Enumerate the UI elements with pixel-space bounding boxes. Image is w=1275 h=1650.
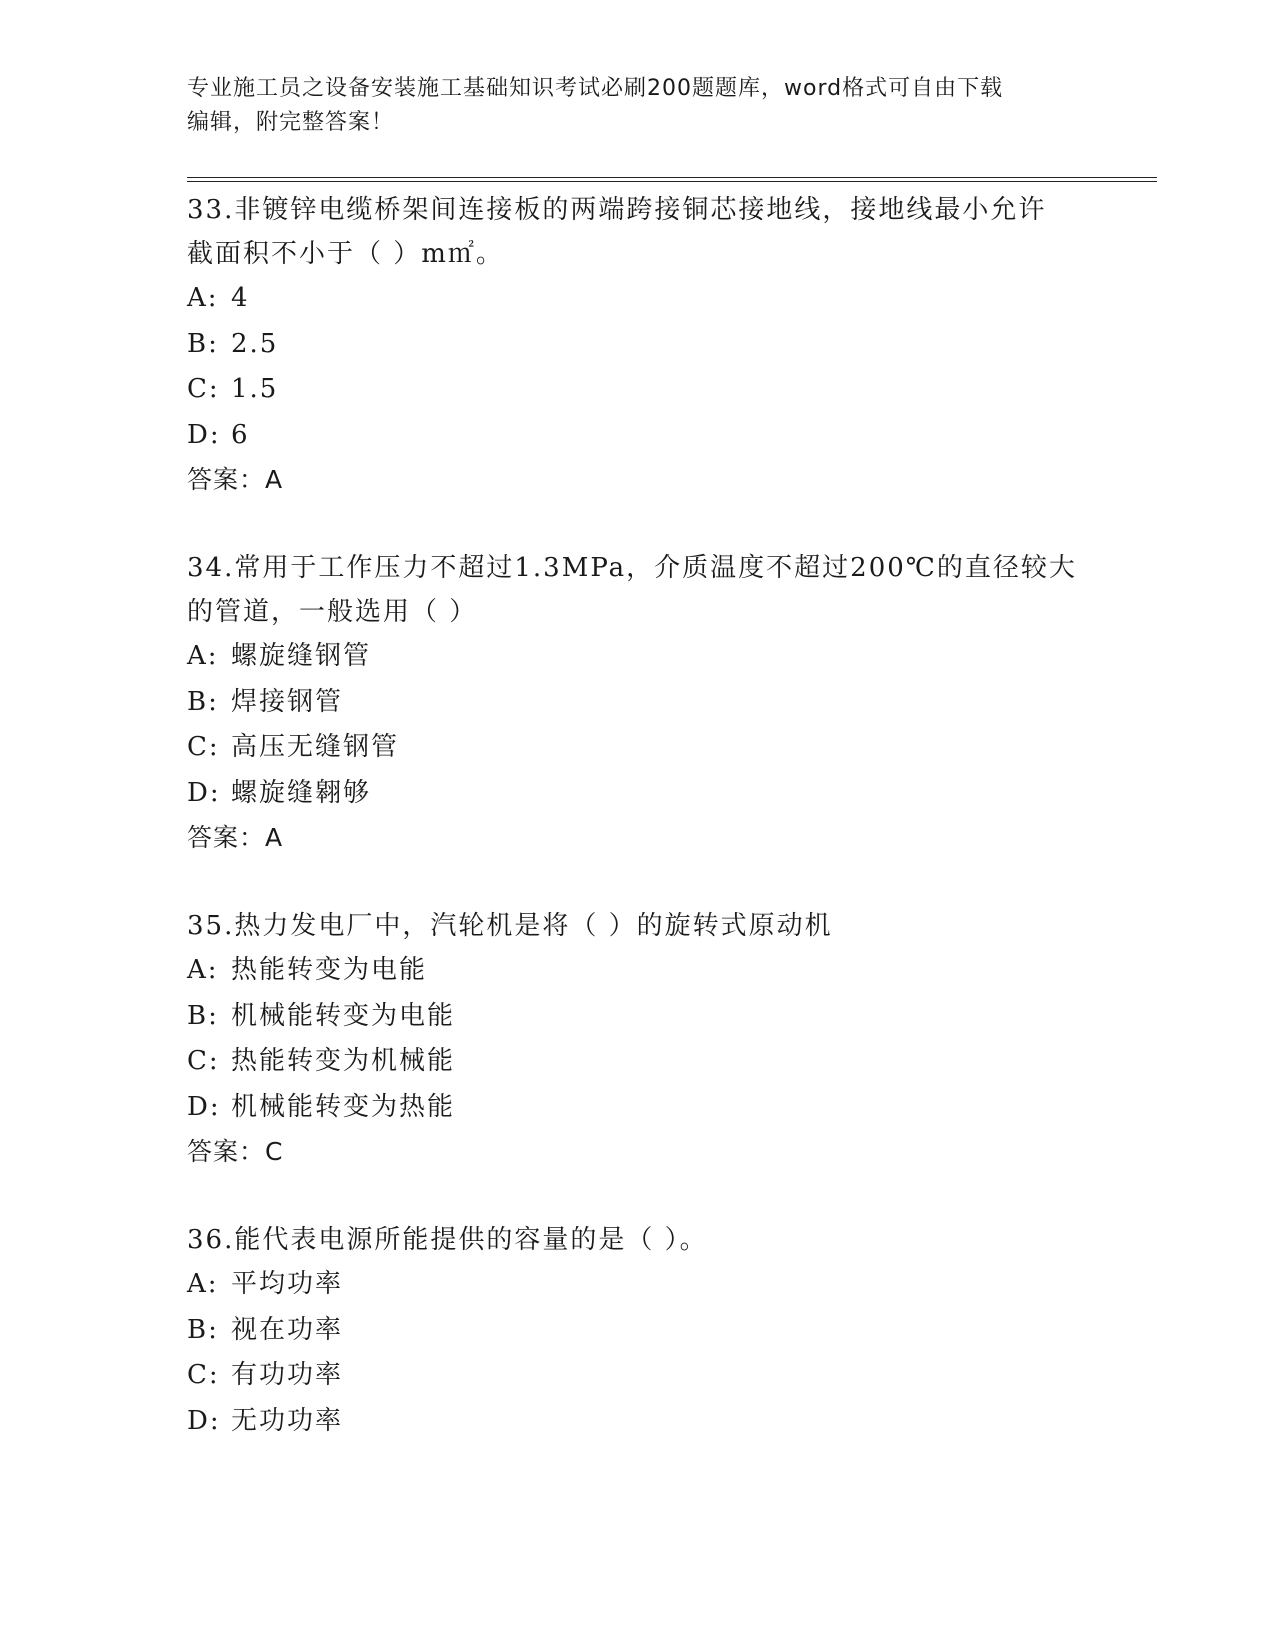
option-a — [187, 276, 1087, 322]
option-c — [187, 367, 1087, 413]
option-letter: D: — [187, 777, 221, 808]
question-spacer — [187, 502, 1087, 546]
question-stem: 33.非镀锌电缆桥架间连接板的两端跨接铜芯接地线，接地线最小允许 — [187, 195, 1047, 225]
option-letter: A: — [187, 1269, 219, 1299]
question-stem: 34.常用于工作压力不超过1.3MPa，介质温度不超过200℃的直径较大 — [187, 553, 1077, 583]
option-d — [187, 1085, 1087, 1131]
option-a — [187, 634, 1087, 680]
answer-label: 答案：A — [187, 465, 284, 494]
option-text: 4 — [231, 283, 250, 313]
option-d — [187, 1399, 1087, 1445]
question-33 — [187, 188, 1087, 502]
question-spacer — [187, 1174, 1087, 1218]
option-text: 无功功率 — [231, 1405, 344, 1436]
option-letter: D: — [187, 1405, 221, 1436]
option-text: 6 — [231, 419, 250, 450]
question-stem-continued: 截面积不小于（ ）m㎡。 — [187, 239, 504, 269]
question-stem: 36.能代表电源所能提供的容量的是（ ）。 — [187, 1225, 708, 1255]
option-text: 螺旋缝钢管 — [231, 641, 372, 671]
question-35 — [187, 904, 1087, 1174]
option-letter: C: — [187, 1360, 220, 1390]
option-letter: A: — [187, 283, 219, 313]
option-text: 热能转变为机械能 — [231, 1046, 456, 1076]
option-text: 有功功率 — [231, 1360, 344, 1390]
option-letter: D: — [187, 1091, 221, 1122]
option-letter: B: — [187, 1000, 219, 1031]
option-text: 焊接钢管 — [231, 686, 344, 717]
option-letter: B: — [187, 1314, 219, 1345]
answer-label: 答案：A — [187, 823, 284, 852]
header-double-rule — [187, 177, 1157, 182]
option-text: 平均功率 — [231, 1269, 344, 1299]
option-letter: C: — [187, 732, 220, 762]
option-text: 热能转变为电能 — [231, 955, 428, 985]
option-text: 螺旋缝翱够 — [231, 777, 372, 808]
option-text: 2.5 — [231, 328, 279, 359]
question-stem-continued: 的管道，一般选用（ ） — [187, 597, 478, 627]
option-text: 高压无缝钢管 — [231, 732, 400, 762]
option-a — [187, 1262, 1087, 1308]
option-text: 机械能转变为电能 — [231, 1000, 456, 1031]
option-letter: A: — [187, 641, 219, 671]
option-text: 1.5 — [231, 374, 279, 404]
header-title-line1: 专业施工员之设备安装施工基础知识考试必刷200题题库，word格式可自由下载 — [187, 76, 1004, 101]
question-stem: 35.热力发电厂中，汽轮机是将（ ）的旋转式原动机 — [187, 911, 833, 941]
answer-label: 答案：C — [187, 1137, 284, 1166]
option-letter: A: — [187, 955, 219, 985]
option-a — [187, 948, 1087, 994]
option-c — [187, 1353, 1087, 1399]
option-c — [187, 1039, 1087, 1085]
option-text: 机械能转变为热能 — [231, 1091, 456, 1122]
option-b — [187, 680, 1087, 726]
question-list — [187, 188, 1087, 1444]
option-b — [187, 1308, 1087, 1354]
document-header — [187, 72, 1087, 140]
option-b — [187, 322, 1087, 368]
option-letter: B: — [187, 686, 219, 717]
question-36 — [187, 1218, 1087, 1444]
option-letter: C: — [187, 1046, 220, 1076]
option-b — [187, 994, 1087, 1040]
option-letter: C: — [187, 374, 220, 404]
header-title-line2: 编辑，附完整答案！ — [187, 110, 395, 135]
option-letter: B: — [187, 328, 219, 359]
option-d — [187, 771, 1087, 817]
option-text: 视在功率 — [231, 1314, 344, 1345]
question-34 — [187, 546, 1087, 860]
option-letter: D: — [187, 419, 221, 450]
option-c — [187, 725, 1087, 771]
question-spacer — [187, 860, 1087, 904]
option-d — [187, 413, 1087, 459]
